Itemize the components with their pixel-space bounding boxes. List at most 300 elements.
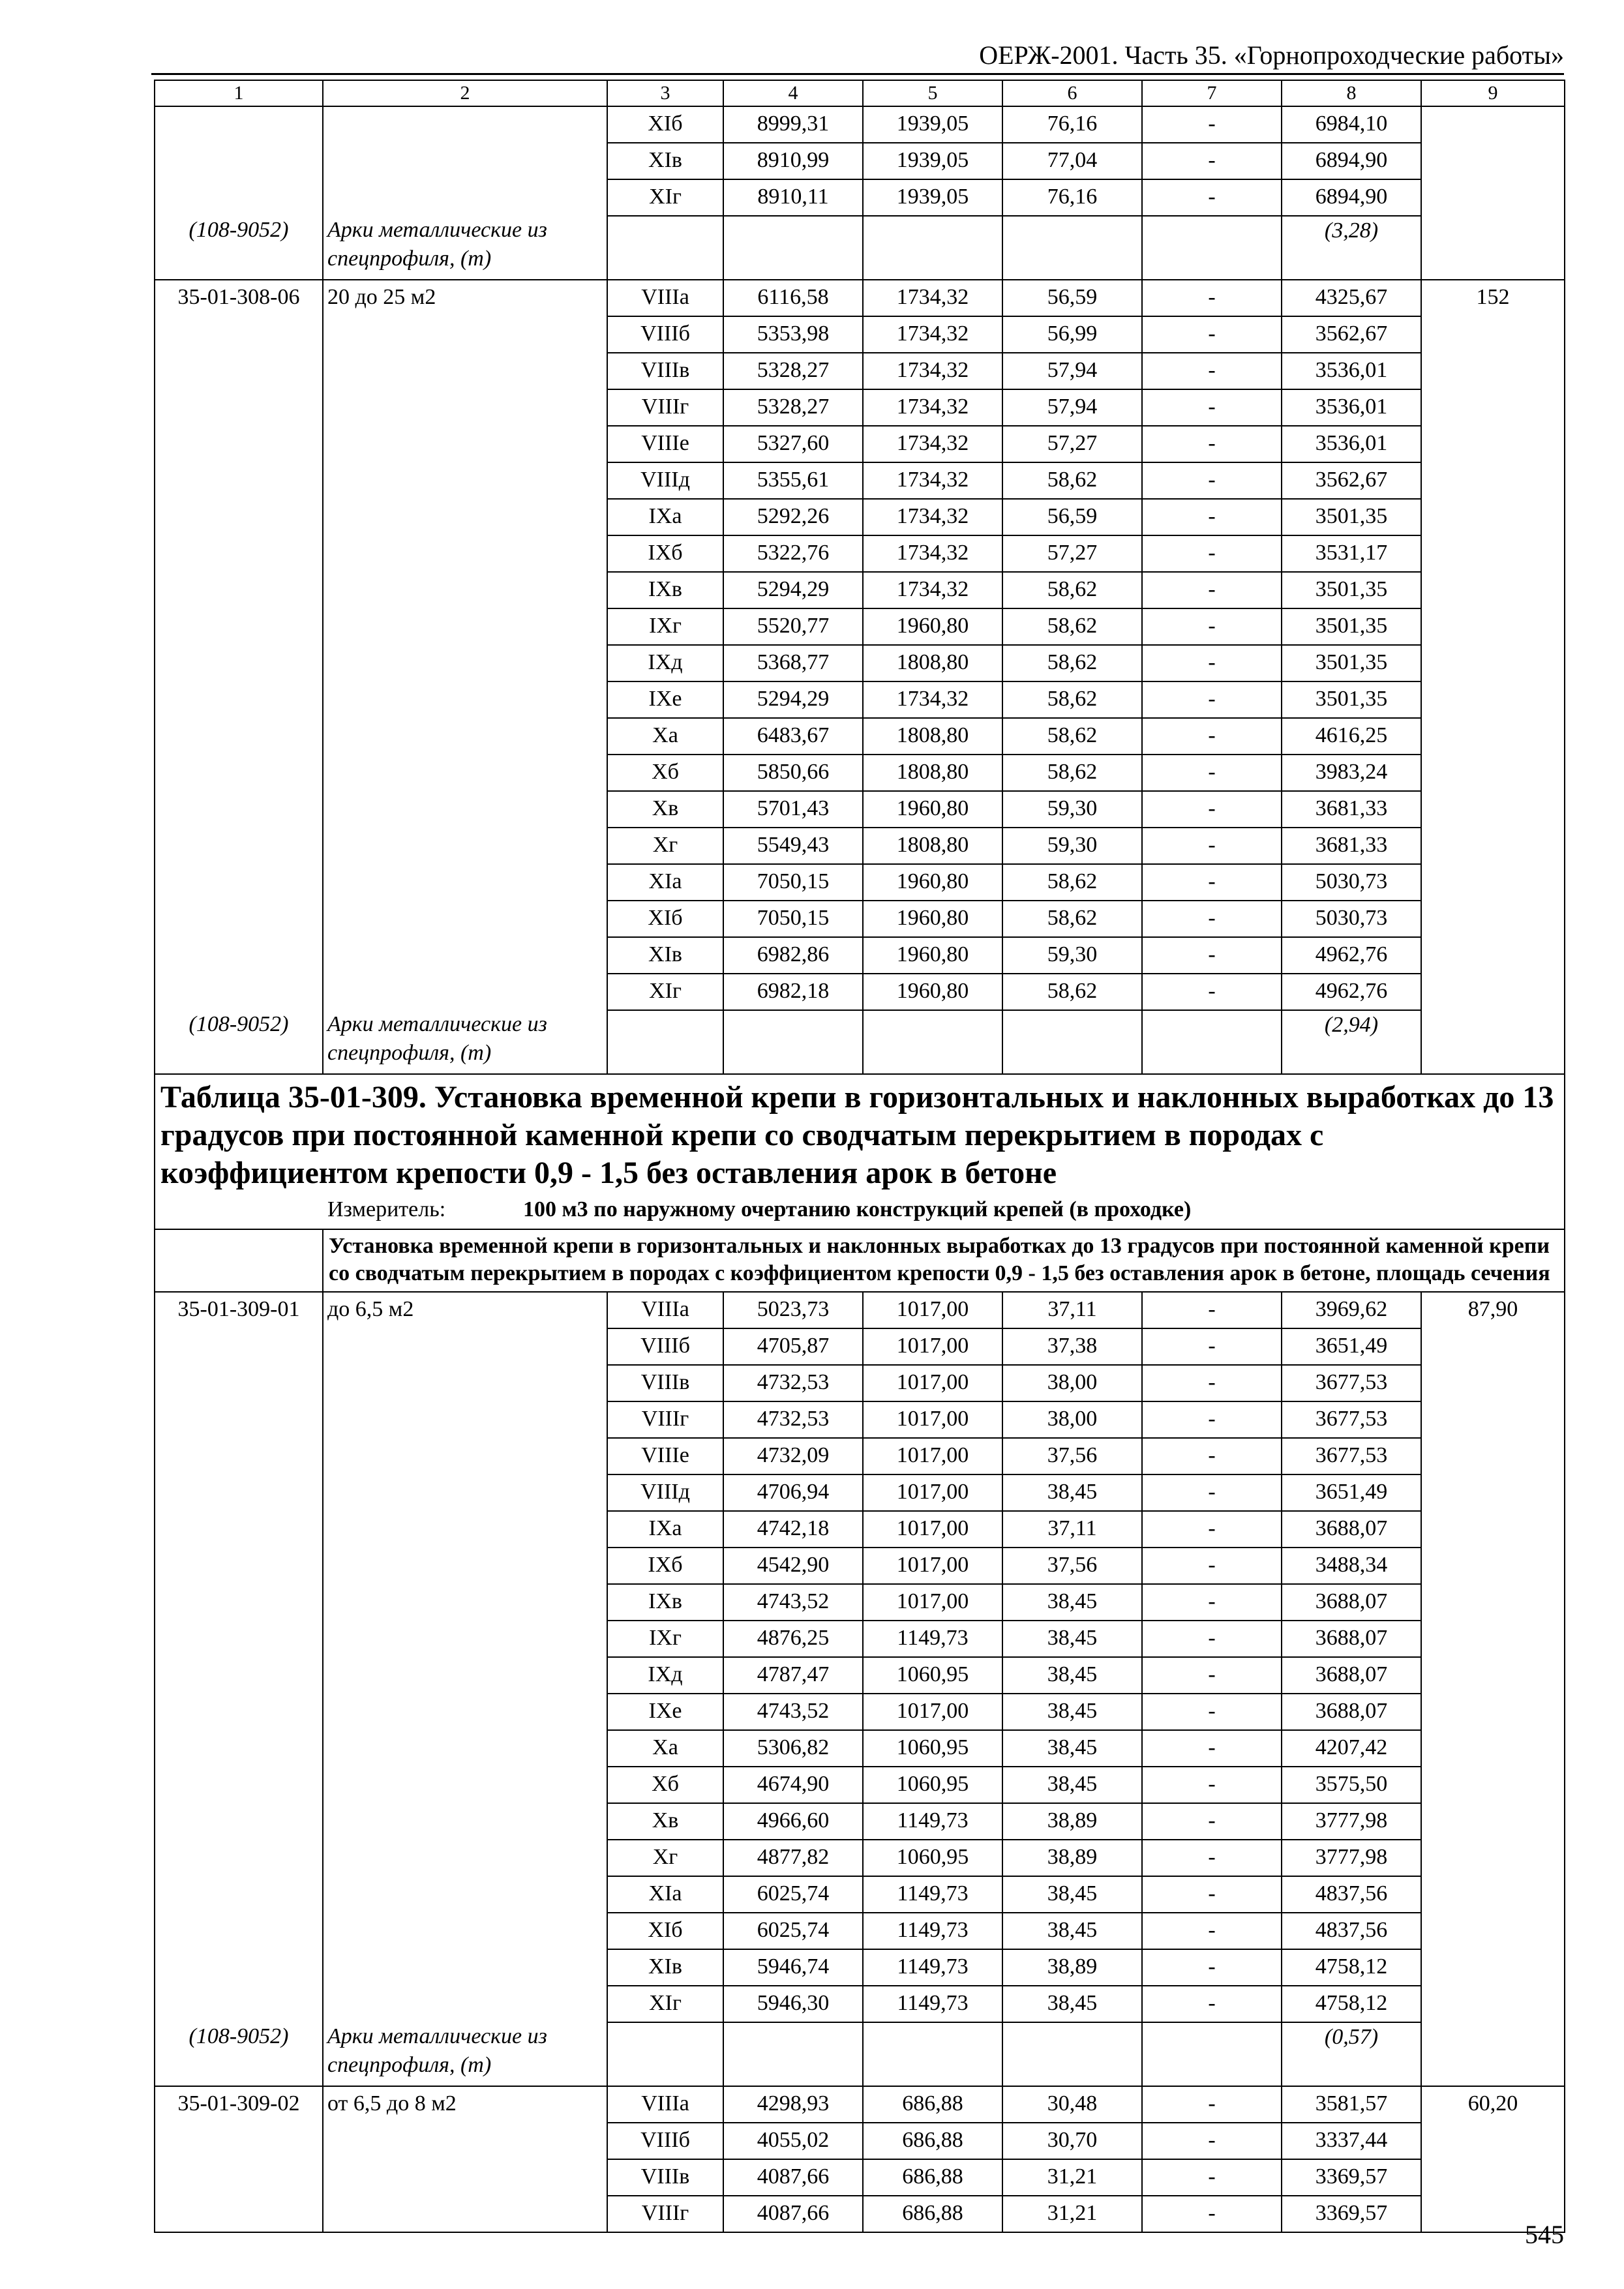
machine-cost: 38,45 [1002, 1474, 1142, 1511]
table-row [155, 1986, 1565, 2022]
direct-cost: 5023,73 [723, 1292, 863, 1328]
labor-cost: 1808,80 [863, 755, 1002, 791]
labor-hours: - [1142, 143, 1282, 179]
table-description: Установка временной крепи в горизонтальных и наклонных выработках до 13 градусов при постоянной каменной крепи со сводчатым перекрытием в породах с коэффициентом крепости 0,9 - 1,5 без оставления арок в бетоне, площадь сечения [323, 1229, 1565, 1292]
table-row [155, 2159, 1565, 2196]
zone: VIIIг [607, 1401, 723, 1438]
machine-cost: 77,04 [1002, 143, 1142, 179]
index-value [1421, 718, 1565, 755]
labor-cost: 1939,05 [863, 179, 1002, 216]
column-number: 8 [1282, 80, 1421, 106]
machine-cost: 38,45 [1002, 1730, 1142, 1767]
labor-hours: - [1142, 1986, 1282, 2022]
rate-code [155, 426, 323, 462]
rate-code [155, 316, 323, 353]
labor-hours: - [1142, 2086, 1282, 2123]
material-cost: 3562,67 [1282, 316, 1421, 353]
direct-cost: 8999,31 [723, 106, 863, 143]
machine-cost: 58,62 [1002, 608, 1142, 645]
labor-cost: 1017,00 [863, 1438, 1002, 1474]
material-cost: 3488,34 [1282, 1548, 1421, 1584]
material-cost: 3369,57 [1282, 2196, 1421, 2232]
column-number: 1 [155, 80, 323, 106]
table-row [155, 106, 1565, 143]
meter-row [160, 1196, 1559, 1223]
rate-code [155, 681, 323, 718]
table-row [155, 718, 1565, 755]
direct-cost: 5353,98 [723, 316, 863, 353]
resource-value: (3,28) [1282, 216, 1421, 280]
machine-cost: 58,62 [1002, 681, 1142, 718]
direct-cost: 5520,77 [723, 608, 863, 645]
machine-cost: 38,45 [1002, 1657, 1142, 1694]
zone: VIIIа [607, 1292, 723, 1328]
direct-cost: 4787,47 [723, 1657, 863, 1694]
table-row [155, 2086, 1565, 2123]
labor-hours: - [1142, 106, 1282, 143]
labor-cost: 1734,32 [863, 389, 1002, 426]
column-number-row [155, 80, 1565, 106]
table-row [155, 901, 1565, 937]
rate-code [155, 1548, 323, 1584]
index-value [1421, 974, 1565, 1010]
index-value [1421, 1365, 1565, 1401]
material-cost: 3681,33 [1282, 828, 1421, 864]
labor-hours: - [1142, 1876, 1282, 1913]
labor-hours: - [1142, 1657, 1282, 1694]
resource-row [155, 1010, 1565, 1074]
zone: IXв [607, 1584, 723, 1621]
rate-code [155, 1474, 323, 1511]
material-cost: 4616,25 [1282, 718, 1421, 755]
empty-cell [607, 216, 723, 280]
labor-cost: 1017,00 [863, 1292, 1002, 1328]
work-name [323, 828, 607, 864]
rate-code [155, 1767, 323, 1803]
labor-hours: - [1142, 1767, 1282, 1803]
empty-cell [1142, 2022, 1282, 2086]
labor-cost: 1734,32 [863, 353, 1002, 389]
direct-cost: 5322,76 [723, 535, 863, 572]
work-name [323, 974, 607, 1010]
work-name [323, 1365, 607, 1401]
labor-hours: - [1142, 1511, 1282, 1548]
empty-cell [1002, 1010, 1142, 1074]
work-name [323, 1694, 607, 1730]
work-name [323, 143, 607, 179]
material-cost: 3681,33 [1282, 791, 1421, 828]
index-value [1421, 316, 1565, 353]
rate-code [155, 1986, 323, 2022]
resource-value: (2,94) [1282, 1010, 1421, 1074]
zone: Xг [607, 828, 723, 864]
rate-code [155, 1401, 323, 1438]
index-value [1421, 1840, 1565, 1876]
empty-cell [723, 2022, 863, 2086]
zone: Xг [607, 1840, 723, 1876]
work-name [323, 1803, 607, 1840]
rate-code [155, 937, 323, 974]
work-name [323, 1401, 607, 1438]
empty-cell [607, 1010, 723, 1074]
work-name [323, 462, 607, 499]
index-value [1421, 681, 1565, 718]
labor-hours: - [1142, 937, 1282, 974]
labor-cost: 1734,32 [863, 426, 1002, 462]
work-name [323, 426, 607, 462]
work-name [323, 1913, 607, 1949]
direct-cost: 8910,99 [723, 143, 863, 179]
labor-hours: - [1142, 681, 1282, 718]
material-cost: 4962,76 [1282, 974, 1421, 1010]
labor-cost: 1960,80 [863, 791, 1002, 828]
column-number: 3 [607, 80, 723, 106]
zone: VIIIг [607, 2196, 723, 2232]
index-value: 152 [1421, 280, 1565, 316]
work-name [323, 2123, 607, 2159]
material-cost: 3651,49 [1282, 1328, 1421, 1365]
index-value [1421, 143, 1565, 179]
zone: VIIIг [607, 389, 723, 426]
rate-code [155, 1511, 323, 1548]
table-row [155, 828, 1565, 864]
empty-cell [1002, 216, 1142, 280]
labor-hours: - [1142, 1730, 1282, 1767]
rate-code [155, 791, 323, 828]
zone: Xв [607, 1803, 723, 1840]
labor-hours: - [1142, 864, 1282, 901]
column-number: 2 [323, 80, 607, 106]
zone: IXа [607, 1511, 723, 1548]
machine-cost: 31,21 [1002, 2196, 1142, 2232]
direct-cost: 4743,52 [723, 1694, 863, 1730]
labor-hours: - [1142, 974, 1282, 1010]
zone: IXб [607, 535, 723, 572]
material-cost: 4837,56 [1282, 1913, 1421, 1949]
table-title-cell [155, 1074, 1565, 1229]
work-name [323, 1438, 607, 1474]
table-row [155, 1548, 1565, 1584]
material-cost: 3581,57 [1282, 2086, 1421, 2123]
labor-hours: - [1142, 1401, 1282, 1438]
index-value [1421, 937, 1565, 974]
zone: VIIIе [607, 1438, 723, 1474]
material-cost: 3501,35 [1282, 645, 1421, 681]
work-name [323, 718, 607, 755]
rate-code [155, 2159, 323, 2196]
rate-code [155, 718, 323, 755]
machine-cost: 37,56 [1002, 1438, 1142, 1474]
rate-code [155, 1949, 323, 1986]
table-row [155, 1730, 1565, 1767]
rate-code [155, 1621, 323, 1657]
rate-code [155, 2196, 323, 2232]
rate-code [155, 389, 323, 426]
rate-code [155, 864, 323, 901]
machine-cost: 37,56 [1002, 1548, 1142, 1584]
machine-cost: 56,59 [1002, 280, 1142, 316]
table-row [155, 2123, 1565, 2159]
zone: IXе [607, 681, 723, 718]
zone: IXг [607, 608, 723, 645]
material-cost: 3777,98 [1282, 1803, 1421, 1840]
zone: VIIIб [607, 2123, 723, 2159]
machine-cost: 57,94 [1002, 353, 1142, 389]
machine-cost: 37,38 [1002, 1328, 1142, 1365]
zone: Xв [607, 791, 723, 828]
zone: VIIIе [607, 426, 723, 462]
work-name [323, 1657, 607, 1694]
machine-cost: 38,00 [1002, 1401, 1142, 1438]
zone: XIб [607, 1913, 723, 1949]
table-row [155, 1876, 1565, 1913]
work-name [323, 1730, 607, 1767]
table-row [155, 1694, 1565, 1730]
labor-hours: - [1142, 426, 1282, 462]
material-cost: 3501,35 [1282, 499, 1421, 535]
index-value [1421, 2123, 1565, 2159]
direct-cost: 4705,87 [723, 1328, 863, 1365]
material-cost: 3983,24 [1282, 755, 1421, 791]
zone: VIIIв [607, 1365, 723, 1401]
index-value [1421, 791, 1565, 828]
labor-hours: - [1142, 1474, 1282, 1511]
table-row [155, 1803, 1565, 1840]
work-name [323, 1474, 607, 1511]
rate-code [155, 462, 323, 499]
labor-hours: - [1142, 2159, 1282, 2196]
direct-cost: 5327,60 [723, 426, 863, 462]
material-cost: 3536,01 [1282, 389, 1421, 426]
direct-cost: 4732,53 [723, 1401, 863, 1438]
direct-cost: 5328,27 [723, 389, 863, 426]
labor-cost: 1960,80 [863, 608, 1002, 645]
labor-cost: 1060,95 [863, 1730, 1002, 1767]
index-value [1421, 864, 1565, 901]
zone: VIIIд [607, 462, 723, 499]
machine-cost: 38,45 [1002, 1767, 1142, 1803]
direct-cost: 6025,74 [723, 1876, 863, 1913]
labor-hours: - [1142, 1694, 1282, 1730]
table-row [155, 1913, 1565, 1949]
direct-cost: 6982,18 [723, 974, 863, 1010]
direct-cost: 5701,43 [723, 791, 863, 828]
labor-hours: - [1142, 1438, 1282, 1474]
table-row [155, 974, 1565, 1010]
rate-code [155, 1657, 323, 1694]
zone: Xб [607, 1767, 723, 1803]
index-value [1421, 216, 1565, 280]
zone: VIIIб [607, 316, 723, 353]
rate-code [155, 1840, 323, 1876]
zone: XIв [607, 937, 723, 974]
machine-cost: 58,62 [1002, 718, 1142, 755]
machine-cost: 38,00 [1002, 1365, 1142, 1401]
material-cost: 3688,07 [1282, 1511, 1421, 1548]
machine-cost: 57,94 [1002, 389, 1142, 426]
index-value [1421, 1010, 1565, 1074]
work-name [323, 1840, 607, 1876]
labor-hours: - [1142, 1365, 1282, 1401]
labor-hours: - [1142, 572, 1282, 608]
material-cost: 3501,35 [1282, 681, 1421, 718]
work-name [323, 2196, 607, 2232]
work-name [323, 535, 607, 572]
work-name [323, 499, 607, 535]
machine-cost: 58,62 [1002, 864, 1142, 901]
table-row [155, 645, 1565, 681]
zone: VIIIа [607, 280, 723, 316]
table-row [155, 791, 1565, 828]
labor-cost: 1808,80 [863, 718, 1002, 755]
direct-cost: 6025,74 [723, 1913, 863, 1949]
labor-hours: - [1142, 608, 1282, 645]
index-value [1421, 645, 1565, 681]
work-name [323, 572, 607, 608]
index-value [1421, 1584, 1565, 1621]
direct-cost: 5355,61 [723, 462, 863, 499]
material-cost: 4758,12 [1282, 1986, 1421, 2022]
work-name [323, 681, 607, 718]
zone: XIг [607, 974, 723, 1010]
index-value [1421, 901, 1565, 937]
labor-hours: - [1142, 389, 1282, 426]
rate-code: 35-01-308-06 [155, 280, 323, 316]
zone: Xб [607, 755, 723, 791]
labor-cost: 686,88 [863, 2159, 1002, 2196]
work-name [323, 1986, 607, 2022]
rate-code: 35-01-309-02 [155, 2086, 323, 2123]
rate-code [155, 974, 323, 1010]
meter-label: Измеритель: [327, 1197, 446, 1221]
zone: IXг [607, 1621, 723, 1657]
zone: Xа [607, 1730, 723, 1767]
index-value [1421, 2022, 1565, 2086]
index-value [1421, 389, 1565, 426]
labor-hours: - [1142, 755, 1282, 791]
machine-cost: 56,59 [1002, 499, 1142, 535]
empty-cell [607, 2022, 723, 2086]
labor-cost: 1149,73 [863, 1803, 1002, 1840]
zone: VIIIб [607, 1328, 723, 1365]
zone: IXа [607, 499, 723, 535]
labor-cost: 1734,32 [863, 572, 1002, 608]
labor-hours: - [1142, 353, 1282, 389]
table-title-row [155, 1074, 1565, 1229]
material-cost: 3536,01 [1282, 426, 1421, 462]
work-name [323, 1328, 607, 1365]
table-row [155, 864, 1565, 901]
labor-hours: - [1142, 828, 1282, 864]
index-value [1421, 179, 1565, 216]
labor-hours: - [1142, 462, 1282, 499]
rate-code [155, 1694, 323, 1730]
table-row [155, 681, 1565, 718]
direct-cost: 5850,66 [723, 755, 863, 791]
rate-code [155, 499, 323, 535]
labor-hours: - [1142, 1840, 1282, 1876]
direct-cost: 4742,18 [723, 1511, 863, 1548]
index-value: 87,90 [1421, 1292, 1565, 1328]
work-name [323, 353, 607, 389]
rate-code [155, 1913, 323, 1949]
material-cost: 4758,12 [1282, 1949, 1421, 1986]
labor-cost: 1960,80 [863, 864, 1002, 901]
labor-hours: - [1142, 280, 1282, 316]
zone: Xа [607, 718, 723, 755]
labor-cost: 1017,00 [863, 1584, 1002, 1621]
zone: XIг [607, 179, 723, 216]
index-value [1421, 1621, 1565, 1657]
direct-cost: 5294,29 [723, 681, 863, 718]
labor-cost: 1149,73 [863, 1986, 1002, 2022]
index-value [1421, 755, 1565, 791]
direct-cost: 4542,90 [723, 1548, 863, 1584]
rate-code [155, 2123, 323, 2159]
empty-cell [155, 1229, 323, 1292]
labor-cost: 1149,73 [863, 1621, 1002, 1657]
labor-cost: 1960,80 [863, 937, 1002, 974]
labor-cost: 1960,80 [863, 901, 1002, 937]
rate-code [155, 143, 323, 179]
work-name [323, 2159, 607, 2196]
machine-cost: 30,70 [1002, 2123, 1142, 2159]
index-value [1421, 499, 1565, 535]
index-value [1421, 1511, 1565, 1548]
work-name: до 6,5 м2 [323, 1292, 607, 1328]
rate-code [155, 1584, 323, 1621]
work-name [323, 179, 607, 216]
resource-code: (108-9052) [155, 2022, 323, 2086]
machine-cost: 30,48 [1002, 2086, 1142, 2123]
material-cost: 3688,07 [1282, 1621, 1421, 1657]
labor-cost: 1808,80 [863, 828, 1002, 864]
column-number: 7 [1142, 80, 1282, 106]
index-value [1421, 608, 1565, 645]
labor-cost: 1734,32 [863, 316, 1002, 353]
table-row [155, 572, 1565, 608]
labor-cost: 1734,32 [863, 280, 1002, 316]
index-value [1421, 1767, 1565, 1803]
work-name [323, 1548, 607, 1584]
index-value [1421, 1548, 1565, 1584]
empty-cell [1142, 216, 1282, 280]
header-rule [151, 73, 1564, 75]
labor-cost: 686,88 [863, 2196, 1002, 2232]
labor-cost: 1017,00 [863, 1548, 1002, 1584]
machine-cost: 58,62 [1002, 462, 1142, 499]
material-cost: 4837,56 [1282, 1876, 1421, 1913]
direct-cost: 5292,26 [723, 499, 863, 535]
work-name [323, 1767, 607, 1803]
labor-cost: 1149,73 [863, 1913, 1002, 1949]
zone: VIIIв [607, 2159, 723, 2196]
labor-hours: - [1142, 2123, 1282, 2159]
rate-code [155, 1803, 323, 1840]
direct-cost: 5294,29 [723, 572, 863, 608]
work-name [323, 645, 607, 681]
index-value [1421, 1474, 1565, 1511]
index-value [1421, 1657, 1565, 1694]
work-name [323, 901, 607, 937]
machine-cost: 38,45 [1002, 1694, 1142, 1730]
machine-cost: 38,89 [1002, 1840, 1142, 1876]
material-cost: 6894,90 [1282, 179, 1421, 216]
table-row [155, 1365, 1565, 1401]
labor-hours: - [1142, 316, 1282, 353]
running-header: ОЕРЖ-2001. Часть 35. «Горнопроходческие работы» [979, 40, 1564, 70]
index-value [1421, 1438, 1565, 1474]
